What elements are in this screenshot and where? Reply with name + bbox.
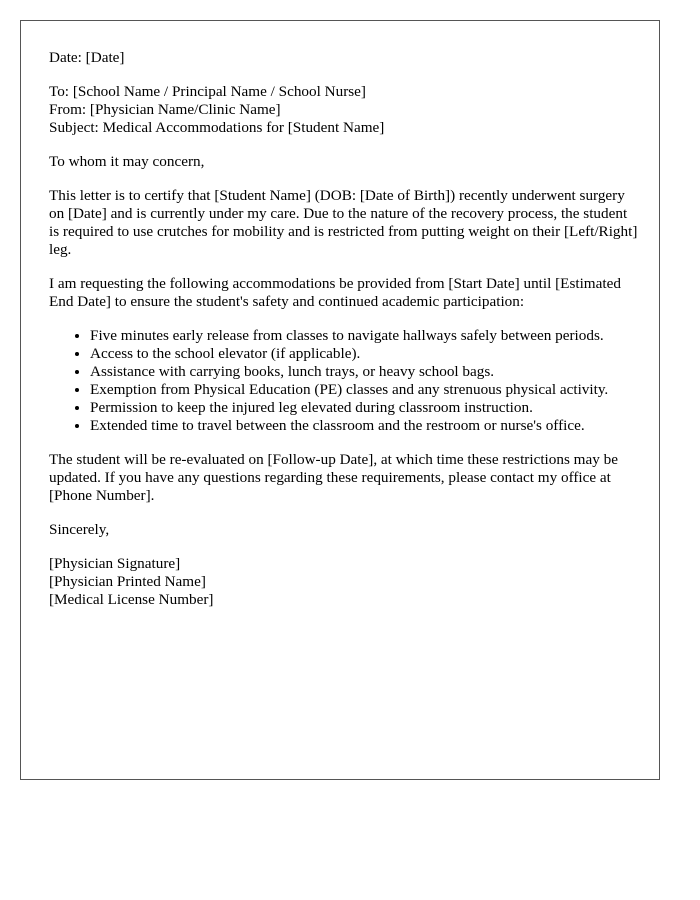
list-item: • Access to the school elevator (if applicable).: [90, 345, 639, 363]
spacer: [49, 137, 639, 153]
letter-body: [49, 49, 639, 609]
closing: Sincerely,: [49, 521, 110, 538]
spacer: [49, 67, 639, 83]
from-line: From: [Physician Name/Clinic Name]: [49, 101, 281, 118]
spacer: [49, 171, 639, 187]
list-item: • Assistance with carrying books, lunch trays, or heavy school bags.: [90, 363, 639, 381]
reevaluation-paragraph: The student will be re-evaluated on [Follow-up Date], at which time these restrictions may be updated. If you have any questions regarding these requirements, please contact my office at [Phone Number].: [49, 451, 618, 504]
header-block: [49, 83, 639, 137]
spacer: [49, 505, 639, 521]
printed-name-line: [Physician Printed Name]: [49, 573, 206, 590]
list-item: • Five minutes early release from classes to navigate hallways safely between periods.: [90, 327, 639, 345]
signature-block: [49, 555, 639, 609]
certification-paragraph: This letter is to certify that [Student Name] (DOB: [Date of Birth]) recently underwent surgery on [Date] and is currently under my care. Due to the nature of the recovery process, the student is required to use crutches for mobility and is restricted from putting weight on their [Left/Right] leg.: [49, 187, 638, 258]
letter-page: [20, 20, 660, 780]
date-line: Date: [Date]: [49, 49, 125, 66]
salutation: To whom it may concern,: [49, 153, 205, 170]
list-item: • Permission to keep the injured leg elevated during classroom instruction.: [90, 399, 639, 417]
to-line: To: [School Name / Principal Name / School Nurse]: [49, 83, 366, 100]
list-item: • Extended time to travel between the classroom and the restroom or nurse's office.: [90, 417, 639, 435]
spacer: [49, 435, 639, 451]
spacer: [49, 311, 639, 327]
subject-line: Subject: Medical Accommodations for [Student Name]: [49, 119, 385, 136]
signature-line: [Physician Signature]: [49, 555, 181, 572]
list-item: • Exemption from Physical Education (PE) classes and any strenuous physical activity.: [90, 381, 639, 399]
request-paragraph: I am requesting the following accommodations be provided from [Start Date] until [Estimated End Date] to ensure the student's safety and continued academic participation:: [49, 275, 621, 310]
spacer: [49, 259, 639, 275]
spacer: [49, 539, 639, 555]
license-line: [Medical License Number]: [49, 591, 214, 608]
accommodations-list: [49, 327, 639, 435]
